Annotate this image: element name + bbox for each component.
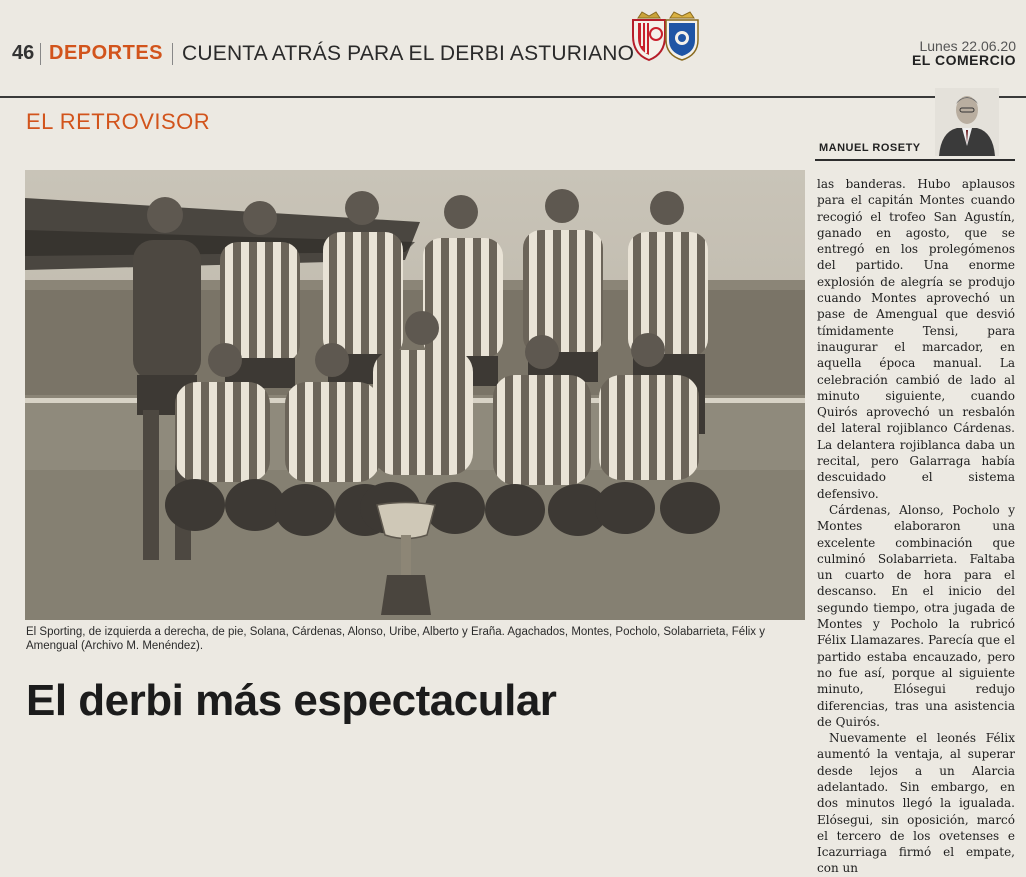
article-paragraph: Nuevamente el leonés Félix aumentó la ventaja, al superar desde lejos a un Alarcia adelantado. Sin embargo, en dos minutos llegó la igualada. Elósegui, sin oposición, marcó el tercero de los ovetenses e Icazurriaga firmó el empate, con un: [817, 731, 1015, 876]
team-photo: [25, 170, 805, 620]
photo-caption: El Sporting, de izquierda a derecha, de pie, Solana, Cárdenas, Alonso, Uribe, Alberto y Eraña. Agachados, Montes, Pocholo, Solabarrieta, Félix y Amengual (Archivo M. Menéndez).: [26, 626, 765, 652]
article-title: El derbi más espectacular: [26, 676, 557, 725]
author-divider: [815, 159, 1015, 161]
page-number: 46: [12, 42, 35, 64]
header-divider: [40, 43, 41, 65]
header-divider: [172, 43, 173, 65]
author-name: MANUEL ROSETY: [819, 142, 921, 154]
column-name: EL RETROVISOR: [26, 109, 211, 134]
section-name: DEPORTES: [49, 42, 164, 64]
page-header: [0, 0, 1026, 98]
author-portrait: [935, 88, 999, 156]
article-body: [817, 176, 1015, 877]
section-headline: CUENTA ATRÁS PARA EL DERBI ASTURIANO: [182, 42, 635, 65]
issue-date: Lunes 22.06.20: [919, 38, 1016, 54]
newspaper-name: EL COMERCIO: [911, 52, 1016, 68]
real-oviedo-crest-icon: [663, 10, 701, 62]
article-paragraph: las banderas. Hubo aplausos para el capitán Montes cuando recogió el trofeo San Agustín, ganado en agosto, que se entregó en los prolegómenos del partido. Una enorme explosión de alegría se produjo cuando Montes aprovechó un pase de Amengual que desvió tímidamente Tensi, para inaugurar el marcador, en aquella época manual. La celebración cambió de lado al minuto siguiente, cuando Quirós aprovechó un resbalón del lateral rojiblanco Cárdenas. La delantera rojiblanca daba un recital, pero Galarraga había descuidado el sistema defensivo.: [817, 177, 1015, 501]
article-paragraph: Cárdenas, Alonso, Pocholo y Montes elaboraron una excelente combinación que culminó Solabarrieta. Faltaba un cuarto de hora para el descanso. En el inicio del segundo tiempo, otra jugada de Montes y Pocholo la rubricó Félix Llamazares. Parecía que el partido estaba encauzado, pero no fue así, porque al siguiente minuto, Elósegui redujo diferencias, tras una asistencia de Quirós.: [817, 502, 1015, 729]
